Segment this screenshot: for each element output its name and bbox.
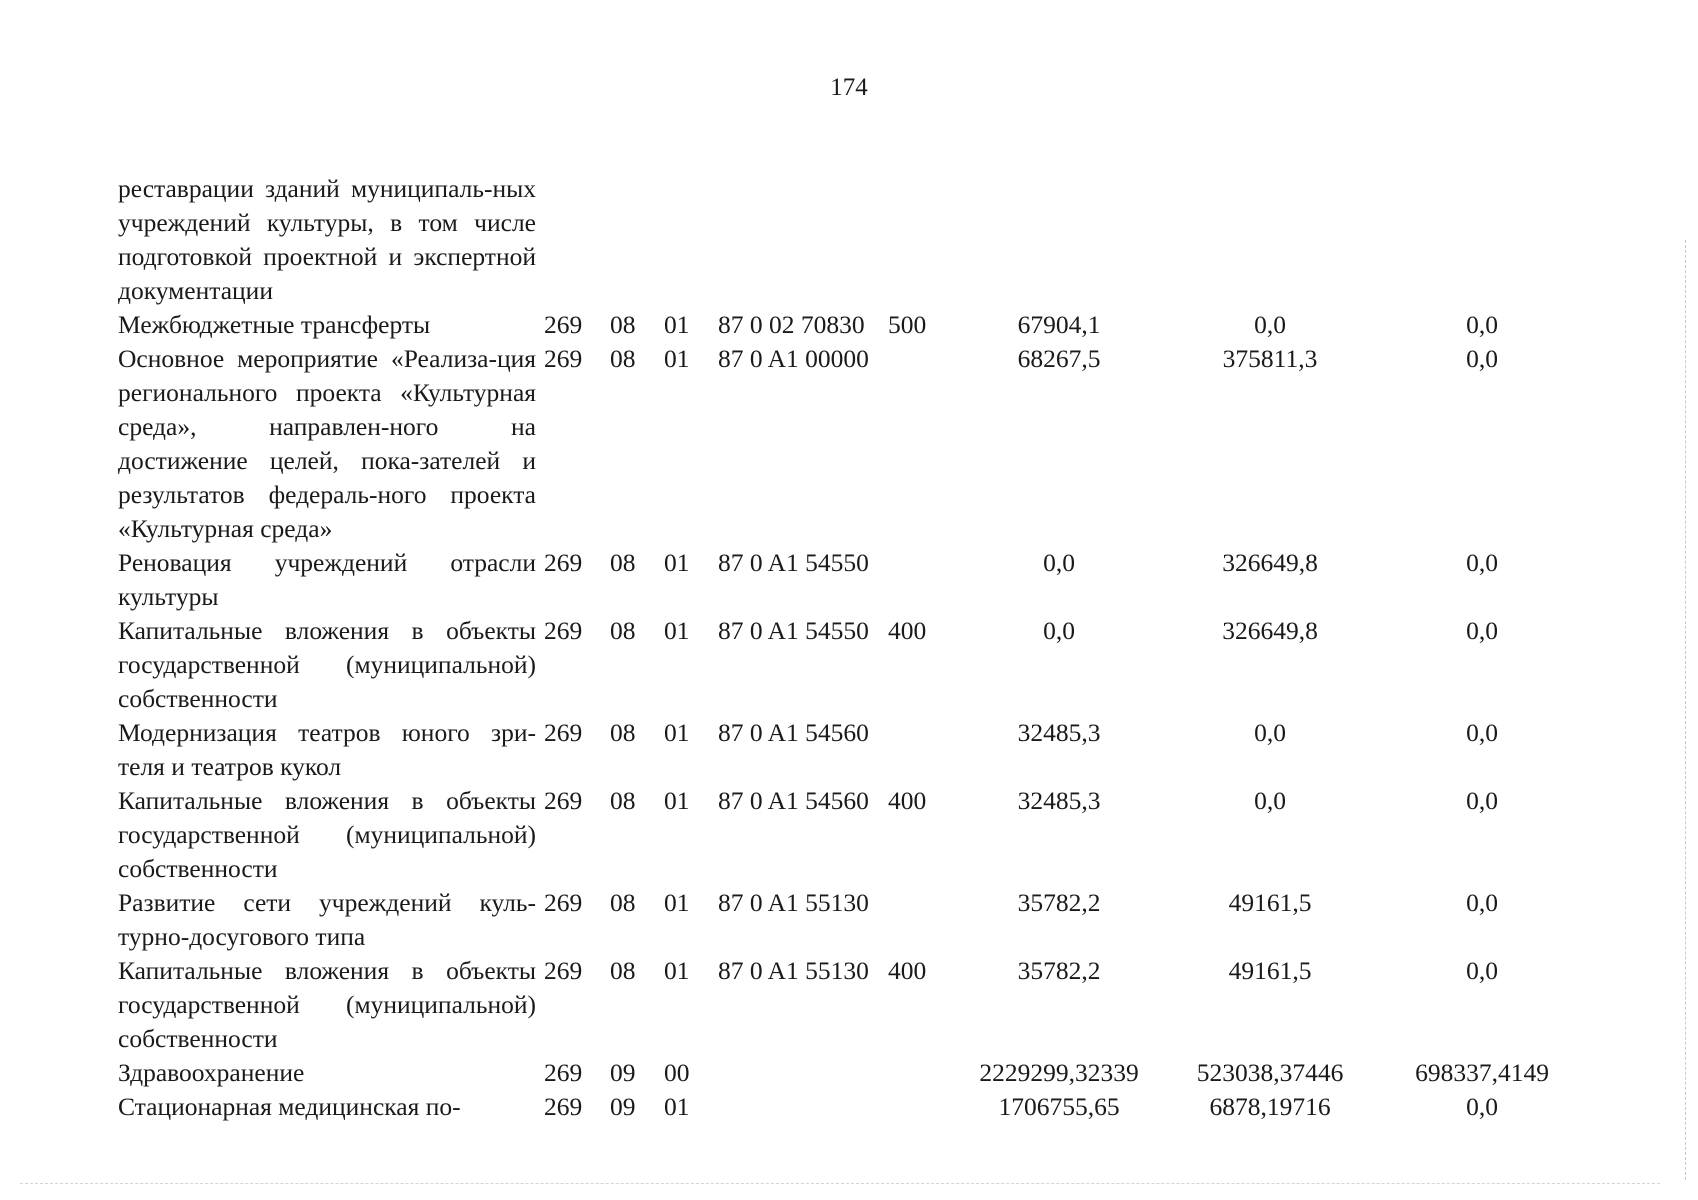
row-year3: 0,0 [1466, 616, 1498, 645]
row-csr: 87 0 A1 55130 [718, 956, 869, 985]
table-row [118, 614, 1588, 716]
budget-table [118, 172, 1588, 1124]
row-name: Развитие сети учреждений куль-турно-досугового типа [118, 888, 536, 951]
row-rz: 08 [610, 548, 636, 577]
row-pr: 01 [664, 786, 690, 815]
row-name: Стационарная медицинская по- [118, 1092, 461, 1121]
row-csr: 87 0 A1 54560 [718, 786, 869, 815]
budget-table-body [118, 172, 1588, 1124]
row-year2: 49161,5 [1228, 888, 1312, 917]
row-csr: 87 0 A1 54550 [718, 616, 869, 645]
scan-bottom-dashes [20, 1183, 1660, 1184]
row-ved: 269 [544, 786, 583, 815]
row-rz: 09 [610, 1058, 636, 1087]
row-year1: 0,0 [1043, 616, 1075, 645]
row-pr: 01 [664, 616, 690, 645]
row-ved [536, 172, 610, 308]
row-name: Основное мероприятие «Реализа-ция регионального проекта «Культурная среда», направлен-ного на достижение целей, пока-зателей и результатов федераль-ного проекта «Культурная среда» [118, 344, 536, 543]
row-year3: 698337,4149 [1415, 1058, 1549, 1087]
row-vr [888, 546, 954, 614]
row-vr [888, 716, 954, 784]
table-row [118, 1056, 1588, 1090]
row-year3: 0,0 [1466, 310, 1498, 339]
row-name: реставрации зданий муниципаль-ных учреждений культуры, в том числе подготовкой проектной и экспертной документации [118, 174, 536, 305]
row-name: Межбюджетные трансферты [118, 310, 431, 339]
row-year2: 523038,37446 [1196, 1058, 1344, 1087]
row-year1 [954, 172, 1164, 308]
row-year2: 49161,5 [1228, 956, 1312, 985]
row-year1: 67904,1 [1017, 310, 1101, 339]
row-ved: 269 [544, 956, 583, 985]
row-ved: 269 [544, 1058, 583, 1087]
row-name: Капитальные вложения в объекты государственной (муниципальной) собственности [118, 616, 536, 713]
page-number: 174 [830, 74, 868, 101]
row-year2: 6878,19716 [1209, 1092, 1331, 1121]
row-year2: 326649,8 [1222, 616, 1318, 645]
row-csr [718, 1056, 888, 1090]
table-row [118, 1090, 1588, 1124]
row-year2 [1164, 172, 1376, 308]
row-vr: 400 [888, 616, 927, 645]
row-year1: 35782,2 [1017, 888, 1101, 917]
row-year3: 0,0 [1466, 956, 1498, 985]
row-name: Модернизация театров юного зри-теля и театров кукол [118, 718, 536, 781]
row-vr: 400 [888, 956, 927, 985]
row-pr: 01 [664, 888, 690, 917]
row-year1: 68267,5 [1017, 344, 1101, 373]
row-name: Капитальные вложения в объекты государственной (муниципальной) собственности [118, 956, 536, 1053]
row-year3 [1376, 172, 1588, 308]
row-year2: 0,0 [1254, 310, 1286, 339]
row-ved: 269 [544, 310, 583, 339]
row-csr [718, 1090, 888, 1124]
row-year1: 1706755,65 [998, 1092, 1120, 1121]
row-csr: 87 0 A1 54560 [718, 718, 869, 747]
row-vr [888, 342, 954, 546]
row-ved: 269 [544, 888, 583, 917]
row-year3: 0,0 [1466, 548, 1498, 577]
row-year2: 0,0 [1254, 718, 1286, 747]
row-ved: 269 [544, 1092, 583, 1121]
row-ved: 269 [544, 548, 583, 577]
row-name: Реновация учреждений отрасли культуры [118, 548, 536, 611]
row-year2: 375811,3 [1222, 344, 1318, 373]
row-rz: 08 [610, 956, 636, 985]
table-row [118, 342, 1588, 546]
row-ved: 269 [544, 718, 583, 747]
row-year3: 0,0 [1466, 786, 1498, 815]
row-rz: 09 [610, 1092, 636, 1121]
row-pr: 01 [664, 310, 690, 339]
row-pr [664, 172, 718, 308]
row-year1: 0,0 [1043, 548, 1075, 577]
row-vr [888, 1056, 954, 1090]
scan-edge-dashes [1685, 240, 1686, 1180]
row-pr: 01 [664, 548, 690, 577]
row-vr: 500 [888, 310, 927, 339]
row-pr: 01 [664, 1092, 690, 1121]
row-pr: 01 [664, 956, 690, 985]
row-year3: 0,0 [1466, 718, 1498, 747]
row-csr: 87 0 A1 54550 [718, 548, 869, 577]
row-pr: 01 [664, 344, 690, 373]
row-year1: 2229299,32339 [979, 1058, 1139, 1087]
row-rz: 08 [610, 344, 636, 373]
table-row [118, 886, 1588, 954]
row-rz: 08 [610, 718, 636, 747]
row-rz: 08 [610, 786, 636, 815]
table-row [118, 784, 1588, 886]
row-year1: 32485,3 [1017, 718, 1101, 747]
table-row [118, 172, 1588, 308]
row-csr: 87 0 A1 00000 [718, 344, 869, 373]
row-rz [610, 172, 664, 308]
row-ved: 269 [544, 344, 583, 373]
row-name: Капитальные вложения в объекты государственной (муниципальной) собственности [118, 786, 536, 883]
row-year1: 35782,2 [1017, 956, 1101, 985]
row-csr: 87 0 02 70830 [718, 310, 865, 339]
row-year1: 32485,3 [1017, 786, 1101, 815]
row-year3: 0,0 [1466, 888, 1498, 917]
row-year3: 0,0 [1466, 344, 1498, 373]
row-ved: 269 [544, 616, 583, 645]
row-rz: 08 [610, 888, 636, 917]
table-row [118, 954, 1588, 1056]
row-vr [888, 886, 954, 954]
row-rz: 08 [610, 616, 636, 645]
row-rz: 08 [610, 310, 636, 339]
row-pr: 01 [664, 718, 690, 747]
row-year2: 326649,8 [1222, 548, 1318, 577]
row-year2: 0,0 [1254, 786, 1286, 815]
row-pr: 00 [664, 1058, 690, 1087]
row-csr: 87 0 A1 55130 [718, 888, 869, 917]
row-vr [888, 1090, 954, 1124]
row-name: Здравоохранение [118, 1058, 305, 1087]
table-row [118, 716, 1588, 784]
row-vr [888, 172, 954, 308]
row-year3: 0,0 [1466, 1092, 1498, 1121]
table-row [118, 308, 1588, 342]
row-csr [718, 172, 888, 308]
table-row [118, 546, 1588, 614]
row-vr: 400 [888, 786, 927, 815]
